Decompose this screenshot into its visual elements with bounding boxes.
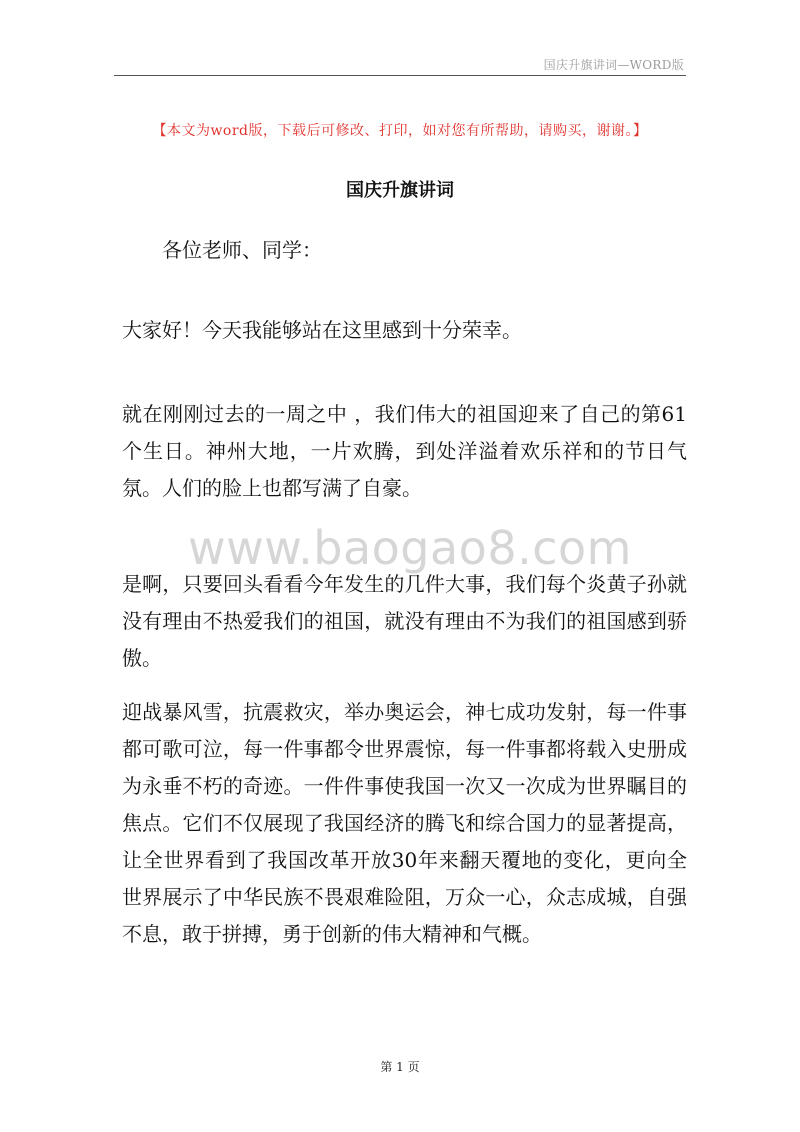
greeting-paragraph: 各位老师、同学： [162, 238, 322, 262]
body-paragraph-4: 迎战暴风雪，抗震救灾，举办奥运会，神七成功发射，每一件事都可歌可泣，每一件事都令世界震惊，每一件事都将载入史册成为永垂不朽的奇迹。一件件事使我国一次又一次成为世界瞩目的焦点。它们不仅展现了我国经济的腾飞和综合国力的显著提高，让全世界看到了我国改革开放30年来翻天覆地的变化，更向全世界展示了中华民族不畏艰难险阻，万众一心，众志成城，自强不息，敢于拼搏，勇于创新的伟大精神和气概。 [122, 700, 687, 946]
running-header: 国庆升旗讲词—WORD版 [543, 58, 684, 72]
watermark: www.baogao8.com [188, 521, 632, 575]
body-paragraph-3: 是啊，只要回头看看今年发生的几件大事，我们每个炎黄子孙就没有理由不热爱我们的祖国，就没有理由不为我们的祖国感到骄傲。 [122, 572, 687, 670]
word-version-notice: 【本文为word版，下载后可修改、打印，如对您有所帮助，请购买，谢谢。】 [152, 123, 648, 139]
body-paragraph-1: 大家好！今天我能够站在这里感到十分荣幸。 [122, 318, 522, 342]
document-title: 国庆升旗讲词 [346, 180, 454, 201]
header-divider [114, 75, 686, 76]
body-paragraph-2: 就在刚刚过去的一周之中 ，我们伟大的祖国迎来了自己的第61个生日。神州大地，一片欢腾，到处洋溢着欢乐祥和的节日气氛。人们的脸上也都写满了自豪。 [122, 402, 687, 500]
page-number: 第 1 页 [380, 1060, 420, 1074]
